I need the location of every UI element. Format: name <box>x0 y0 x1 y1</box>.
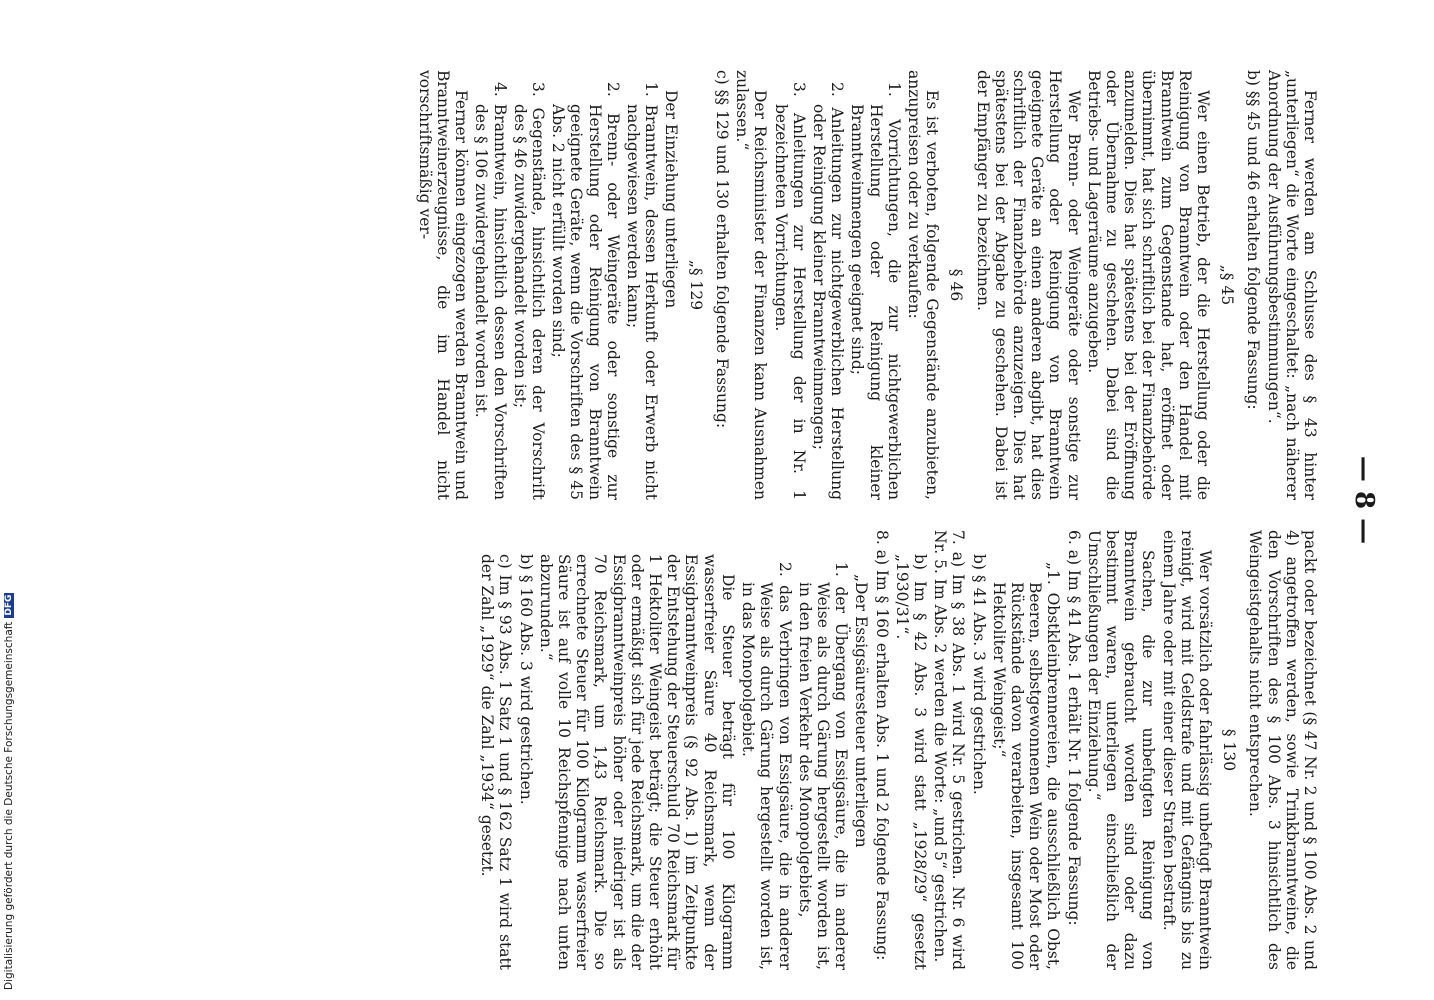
paragraph: Wer vorsätzlich oder fahrlässig unbefugt Branntwein reinigt, wird mit Geldstrafe und mit Gefängnis bis zu einem Jahre oder mit einer dieser Strafen bestraft. <box>1159 530 1214 970</box>
left-column <box>414 70 1319 500</box>
amendment-item: b) § 160 Abs. 3 wird gestrichen. <box>516 554 535 805</box>
dfg-logo-icon: DFG <box>4 594 14 616</box>
footer <box>2 594 16 990</box>
section-heading: § 46 <box>947 268 966 302</box>
section-heading: „§ 45 <box>1218 264 1237 306</box>
paragraph: Sachen, die zur unbefugten Reinigung von Branntwein gebraucht worden sind oder dazu bestimmt waren, unterliegen einschließlich der Umschließungen der Einziehung.“ <box>1084 530 1158 970</box>
amendment-item: 6. a) Im § 41 Abs. 1 erhält Nr. 1 folgende Fassung: <box>1064 530 1083 926</box>
section-label: c) §§ 129 und 130 erhalten folgende Fassung: <box>712 70 731 429</box>
amendment-item: c) Im § 93 Abs. 1 Satz 1 und § 162 Satz 1 wird statt der Zahl „1929“ die Zahl „1934“ gesetzt. <box>478 554 515 970</box>
page-number: — 8 — <box>1349 455 1379 545</box>
footer-text: Digitalisierung gefördert durch die Deutsche Forschungsgemeinschaft <box>3 621 15 990</box>
quoted-item: „Der Essigsäuresteuer unterliegen <box>852 574 871 848</box>
list-item: 2. das Verbringen von Essigsäure, die in anderer Weise als durch Gärung hergestellt worden ist, in das Monopolgebiet. <box>739 562 794 970</box>
paragraph: Wer einen Betrieb, der die Herstellung oder die Reinigung von Branntwein oder den Handel mit Branntwein zum Gegenstande hat, eröffnet oder übernimmt, hat sich schriftlich bei der Finanzbehörde anzumelden. Dies hat spätestens bei der Eröffnung oder Übernahme zu geschehen. Dabei sind die Betriebs- und Lagerräume anzugeben. <box>1084 70 1212 500</box>
paragraph: Die Steuer beträgt für 100 Kilogramm wasserfreier Säure 40 Reichsmark, wenn der Essigbranntweinpreis (§ 92 Abs. 1) im Zeitpunkte der Entstehung der Steuerschuld 70 Reichsmark für 1 Hektoliter Weingeist beträgt; die Steuer erhöht oder ermäßigt sich für jede Reichsmark, um die der Essigbranntweinpreis höher oder niedriger ist als 70 Reichsmark, um 1,43 Reichsmark. Die so errechnete Steuer für 100 Kilogramm wasserfreier Säure ist auf volle 10 Reichspfennige nach unten abzurunden.“ <box>536 554 737 970</box>
section-label: b) §§ 45 und 46 erhalten folgende Fassung: <box>1244 70 1263 410</box>
paragraph: Ferner können eingezogen werden Branntwein und Branntweinerzeugnisse, die im Handel nicht vorschriftsmäßig ver- <box>415 70 471 500</box>
paragraph: Es ist verboten, folgende Gegenstände anzubieten, anzupreisen oder zu verkaufen: <box>904 70 942 500</box>
section-heading: § 130 <box>1220 728 1239 772</box>
list-item: 1. Branntwein, dessen Herkunft oder Erwerb nicht nachgewiesen werden kann; <box>624 82 661 500</box>
list-item: 1. der Übergang von Essigsäure, die in anderer Weise als durch Gärung hergestellt worden ist, in den freien Verkehr des Monopolgebiets, <box>795 562 851 970</box>
list-item: 3. Anleitungen zur Herstellung der in Nr. 1 bezeichneten Vorrichtungen. <box>771 82 808 500</box>
list-item: 4. Branntwein, hinsichtlich dessen den Vorschriften des § 106 zuwidergehandelt worden ist. <box>472 82 509 500</box>
paragraph: Wer Brenn- oder Weingeräte oder sonstige zur Herstellung oder Reinigung von Branntwein geeignete Geräte an einen anderen abgibt, hat dies schriftlich der Finanzbehörde anzuzeigen. Dies hat spätestens bei der Abgabe zu geschehen. Dabei ist der Empfänger zu bezeichnen. <box>973 70 1083 500</box>
amendment-item: b) Im § 42 Abs. 3 wird statt „1928/29“ gesetzt „1930/31“. <box>892 554 929 970</box>
paragraph: Der Einziehung unterliegen <box>662 90 681 309</box>
amendment-item: 7. a) Im § 38 Abs. 1 wird Nr. 5 gestrichen. Nr. 6 wird Nr. 5. Im Abs. 2 werden die Worte: „und 5“ gestrichen. <box>931 530 968 970</box>
amendment-item: 8. a) Im § 160 erhalten Abs. 1 und 2 folgende Fassung: <box>872 530 891 961</box>
list-item: 3. Gegenstände, hinsichtlich deren der Vorschrift des § 46 zuwidergehandelt worden ist; <box>510 82 548 500</box>
paragraph: Ferner werden am Schlusse des § 43 hinter „unterliegen“ die Worte eingeschaltet: „nach näherer Anordnung der Ausführungsbestimmungen“. <box>1264 70 1319 500</box>
paragraph: packt oder bezeichnet (§ 47 Nr. 2 und § 100 Abs. 2 und 4) angetroffen werden, sowie Trinkbranntweine, die den Vorschriften des § 100 Abs. 3 hinsichtlich des Weingeistgehalts nicht entsprechen. <box>1246 530 1319 970</box>
section-heading: „§ 129 <box>686 259 705 311</box>
paragraph: Der Reichsminister der Finanzen kann Ausnahmen zulassen.“ <box>733 70 770 500</box>
list-item: 1. Vorrichtungen, die zur nichtgewerblichen Herstellung oder Reinigung kleiner Branntweinmengen geeignet sind; <box>848 82 903 500</box>
amendment-item: b) § 41 Abs. 3 wird gestrichen. <box>969 554 988 795</box>
right-column <box>476 530 1319 970</box>
list-item: 2. Brenn- oder Weingeräte oder sonstige zur Herstellung oder Reinigung von Branntwein geeignete Geräte, wenn die Vorschriften des § 45 Abs. 2 nicht erfüllt worden sind; <box>549 82 622 500</box>
quoted-item: „1. Obstkleinbrennereien, die ausschließlich Obst, Beeren, selbstgewonnenen Wein oder Most oder Rückstände davon verarbeiten, insgesamt 100 Hektoliter Weingeist;“ <box>989 562 1063 970</box>
list-item: 2. Anleitungen zur nichtgewerblichen Herstellung oder Reinigung kleiner Branntweinmengen; <box>809 82 847 500</box>
